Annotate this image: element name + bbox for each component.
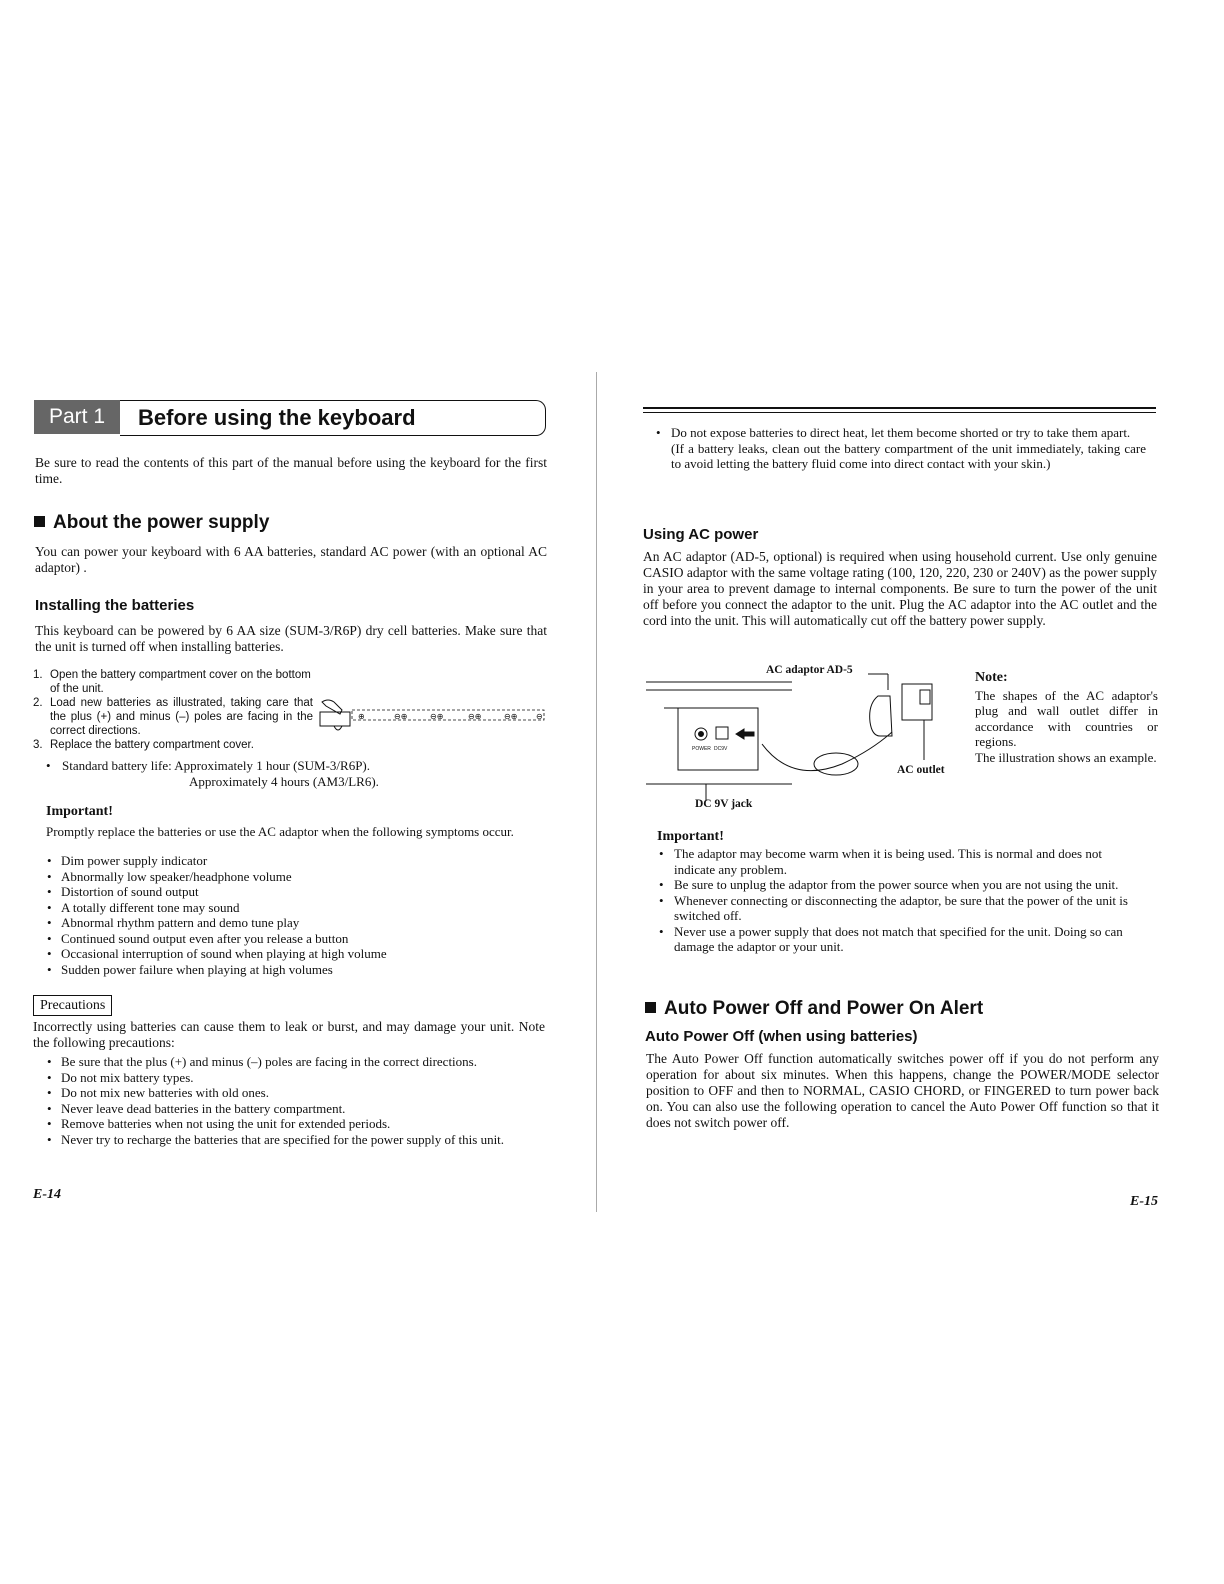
top-rule-thin [643, 412, 1156, 413]
list-item: • Do not mix battery types. [44, 1070, 534, 1086]
svg-text:⊕: ⊕ [358, 712, 365, 721]
ac-heading: Using AC power [643, 526, 759, 543]
list-item: • Distortion of sound output [44, 884, 524, 900]
part-badge: Part 1 [34, 400, 120, 434]
svg-text:⊖⊕: ⊖⊕ [394, 712, 408, 721]
page-number-right: E-15 [1130, 1194, 1158, 1209]
svg-text:⊖⊕: ⊖⊕ [430, 712, 444, 721]
list-item: • Do not mix new batteries with old ones. [44, 1085, 534, 1101]
auto-power-text: The Auto Power Off function automatically switches power off if you do not perform any operation for about six minutes. When this happens, change the POWER/MODE selector position to OFF and then to NORMAL, CASIO CHORD, or FINGERED to turn power back on. You can also use the following operation to cancel the Auto Power Off function so that it does not switch power off. [646, 1051, 1159, 1130]
batteries-heading: Installing the batteries [35, 597, 195, 614]
list-item: • Abnormal rhythm pattern and demo tune play [44, 915, 524, 931]
list-item: • Be sure to unplug the adaptor from the power source when you are not using the unit. [656, 877, 1146, 893]
page-number-left: E-14 [33, 1187, 61, 1202]
precautions-label: Precautions [33, 995, 112, 1016]
svg-text:⊖⊕: ⊖⊕ [504, 712, 518, 721]
precautions-text: Incorrectly using batteries can cause them to leak or burst, and may damage your unit. Note the following precautions: [33, 1019, 545, 1050]
list-item: • Dim power supply indicator [44, 853, 524, 869]
list-item: • Never leave dead batteries in the battery compartment. [44, 1101, 534, 1117]
symptom-list [44, 853, 524, 977]
list-item: • Occasional interruption of sound when playing at high volume [44, 946, 524, 962]
important-list-right [656, 846, 1146, 955]
square-bullet-icon [34, 516, 45, 527]
part-header [32, 398, 546, 436]
list-item: • Never use a power supply that does not match that specified for the unit. Doing so can damage the adaptor or your unit. [656, 924, 1146, 955]
svg-text:DC9V: DC9V [714, 746, 728, 752]
list-item: • Whenever connecting or disconnecting the adaptor, be sure that the power of the unit is switched off. [656, 893, 1146, 924]
list-item: • Remove batteries when not using the unit for extended periods. [44, 1116, 534, 1132]
page-divider [596, 372, 597, 1212]
step-item: 2. Load new batteries as illustrated, taking care that the plus (+) and minus (–) poles are facing in the correct directions. [33, 697, 313, 737]
diagram-label-jack: DC 9V jack [695, 798, 753, 810]
important-heading-left: Important! [46, 804, 113, 819]
intro-text: Be sure to read the contents of this part of the manual before using the keyboard for the first time. [35, 455, 547, 486]
diagram-label-adaptor: AC adaptor AD-5 [766, 664, 853, 676]
svg-text:⊖: ⊖ [536, 712, 543, 721]
list-item: • Continued sound output even after you release a button [44, 931, 524, 947]
important-text-left: Promptly replace the batteries or use the AC adaptor when the following symptoms occur. [46, 824, 514, 839]
square-bullet-icon [645, 1002, 656, 1013]
auto-power-subheading: Auto Power Off (when using batteries) [645, 1028, 918, 1045]
ac-diagram [644, 660, 964, 820]
top-rule [643, 407, 1156, 409]
auto-power-heading: Auto Power Off and Power On Alert [645, 998, 983, 1020]
power-heading: About the power supply [34, 512, 269, 534]
battery-life: • Standard battery life: Approximately 1 hour (SUM-3/R6P). Approximately 4 hours (AM3/LR6). [46, 758, 379, 789]
step-item: 3. Replace the battery compartment cover. [33, 739, 254, 751]
svg-text:POWER: POWER [692, 746, 711, 752]
precautions-list [44, 1054, 534, 1147]
svg-text:⊖⊕: ⊖⊕ [468, 712, 482, 721]
battery-steps [33, 668, 313, 752]
note-block: Note: The shapes of the AC adaptor's plug and wall outlet differ in accordance with countries or regions. The illustration shows an example. [975, 670, 1158, 765]
list-item: • A totally different tone may sound [44, 900, 524, 916]
power-text: You can power your keyboard with 6 AA batteries, standard AC power (with an optional AC adaptor) . [35, 544, 547, 575]
list-item: • The adaptor may become warm when it is being used. This is normal and does not indicate any problem. [656, 846, 1146, 877]
list-item: • Be sure that the plus (+) and minus (–) poles are facing in the correct directions. [44, 1054, 534, 1070]
step-item: 1. Open the battery compartment cover on the bottom of the unit. [33, 669, 311, 695]
heat-bullet: • Do not expose batteries to direct heat, let them become shorted or try to take them apart. (If a battery leaks, clean out the battery compartment of the unit immediately, taking care to avoid letting the battery fluid come into direct contact with your skin.) [656, 425, 1146, 471]
batteries-text: This keyboard can be powered by 6 AA size (SUM-3/R6P) dry cell batteries. Make sure that the unit is turned off when installing batteries. [35, 623, 547, 654]
list-item: • Never try to recharge the batteries that are specified for the power supply of this unit. [44, 1132, 534, 1148]
list-item: • Abnormally low speaker/headphone volume [44, 869, 524, 885]
list-item: • Sudden power failure when playing at high volumes [44, 962, 524, 978]
ac-text: An AC adaptor (AD-5, optional) is required when using household current. Use only genuine CASIO adaptor with the same voltage rating (100, 120, 220, 230 or 240V) as the power supply in your area to prevent damage to internal components. Be sure to turn the power of the unit off before you connect the adaptor to the unit. Plug the AC adaptor into the AC outlet and the cord into the unit. This will automatically cut off the battery power supply. [643, 549, 1157, 628]
diagram-label-outlet: AC outlet [897, 764, 945, 776]
battery-illustration [318, 698, 550, 734]
part-title: Before using the keyboard [138, 405, 416, 430]
important-heading-right: Important! [657, 829, 724, 844]
